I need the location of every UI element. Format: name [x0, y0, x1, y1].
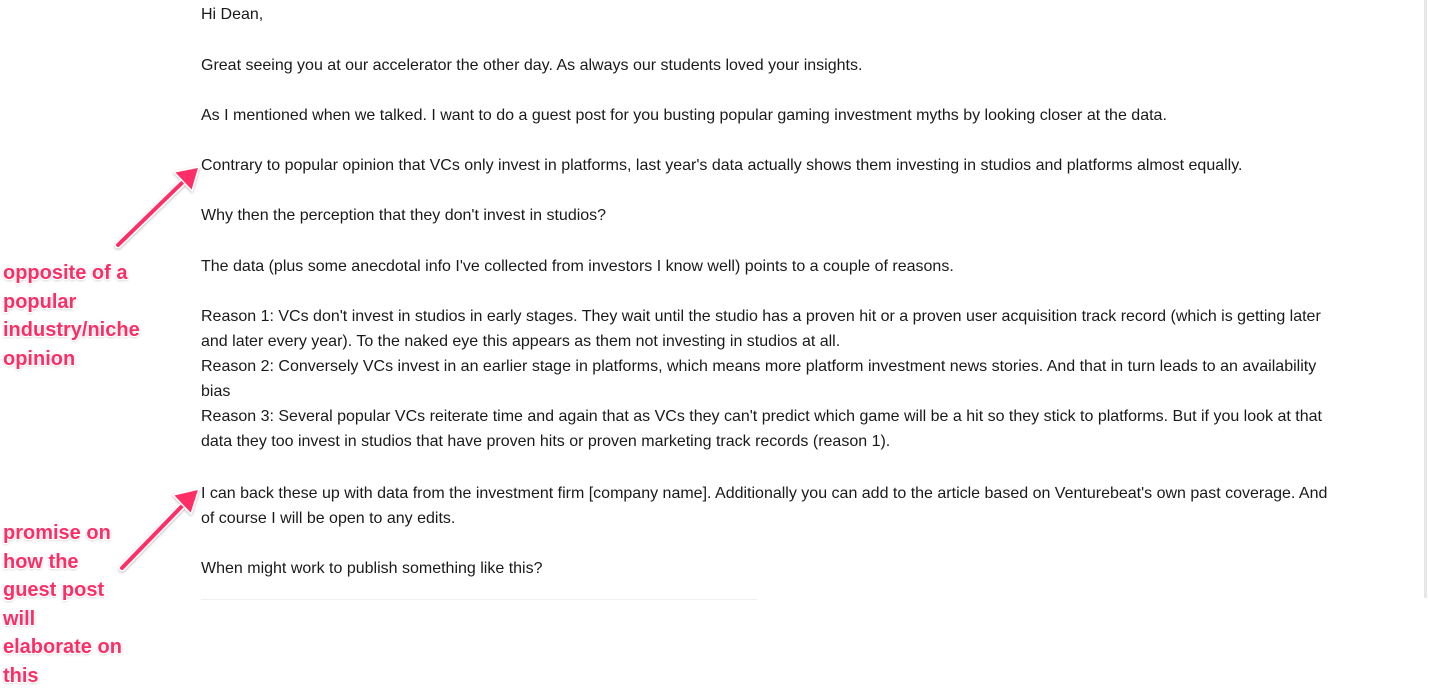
reason-2-line-2: bias: [201, 383, 231, 400]
reason-3-line-1: Reason 3: Several popular VCs reiterate time and again that as VCs they can't predict which game will be a hit so they stick to platforms. But if you look at that: [201, 408, 1322, 425]
email-paragraph: Why then the perception that they don't invest in studios?: [201, 207, 607, 224]
email-paragraph-contrary-opinion: Contrary to popular opinion that VCs only invest in platforms, last year's data actually shows them investing in studios and platforms almost equally.: [201, 157, 1243, 174]
annotation-line: opposite of a: [3, 262, 128, 284]
annotation-opposite-opinion: [3, 259, 140, 373]
annotation-line: industry/niche: [3, 319, 140, 341]
annotation-line: this: [3, 664, 39, 687]
reason-2-line-1: Reason 2: Conversely VCs invest in an earlier stage in platforms, which means more platform investment news stories. And that in turn leads to an availability: [201, 358, 1317, 375]
annotation-promise: [3, 519, 122, 690]
annotation-line: elaborate on: [3, 636, 122, 658]
email-paragraph: Great seeing you at our accelerator the other day. As always our students loved your insights.: [201, 57, 863, 74]
email-paragraph: As I mentioned when we talked. I want to do a guest post for you busting popular gaming investment myths by looking closer at the data.: [201, 107, 1167, 124]
arrow-opinion-icon: [118, 167, 199, 245]
annotation-line: how the: [3, 550, 79, 573]
reason-1-line-1: Reason 1: VCs don't invest in studios in early stages. They wait until the studio has a proven hit or a proven user acquisition track record (which is getting later: [201, 308, 1321, 325]
promise-line-2: of course I will be open to any edits.: [201, 510, 456, 527]
arrow-promise-icon: [122, 489, 199, 568]
annotation-line: will: [3, 607, 36, 630]
email-paragraph: The data (plus some anecdotal info I've collected from investors I know well) points to a couple of reasons.: [201, 258, 954, 275]
email-greeting: Hi Dean,: [201, 6, 264, 23]
reason-1-line-2: and later every year). To the naked eye this appears as them not investing in studios at all.: [201, 333, 841, 350]
email-closing-question: When might work to publish something like this?: [201, 560, 543, 577]
annotation-line: opinion: [3, 347, 76, 370]
annotation-line: guest post: [3, 579, 105, 601]
promise-line-1: I can back these up with data from the investment firm [company name]. Additionally you can add to the article based on Venturebeat's own past coverage. And: [201, 485, 1328, 502]
reason-3-line-2: data they too invest in studios that have proven hits or proven marketing track records (reason 1).: [201, 433, 891, 450]
annotation-line: promise on: [3, 522, 111, 544]
annotation-line: popular: [3, 290, 77, 313]
